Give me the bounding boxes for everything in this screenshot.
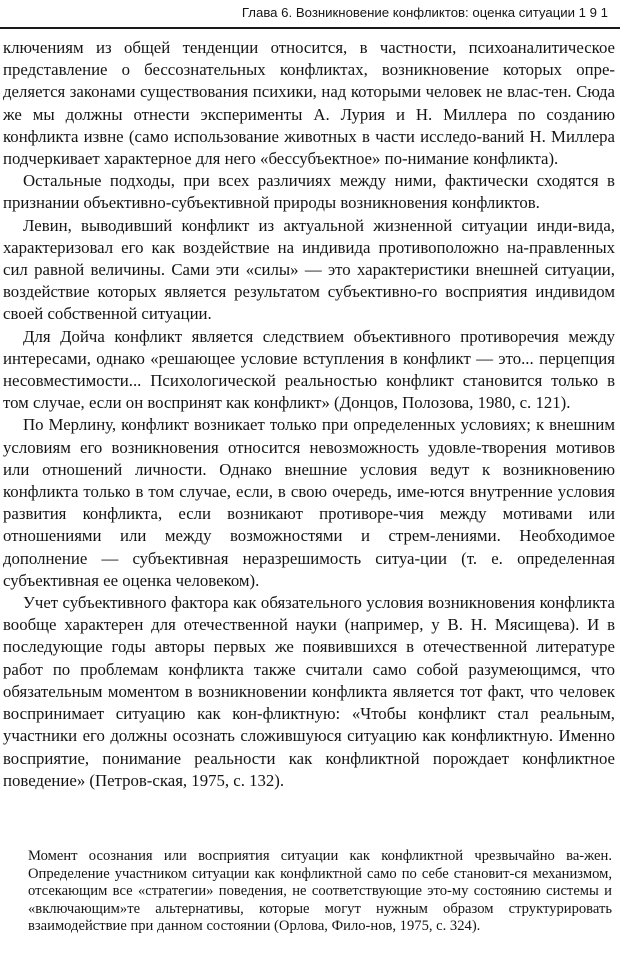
paragraph-4: Для Дойча конфликт является следствием объективного противоречия между интересами, однако «решающее условие вступления в конфликт — это... перцепция несовместимости... Психологической реальностью конфликт становится только в том случае, если он воспринят как конфликт» (Донцов, Полозова, 1980, с. 121). xyxy=(3,326,615,413)
running-head: Глава 6. Возникновение конфликтов: оценка ситуации 1 9 1 xyxy=(241,5,608,20)
paragraph-5: По Мерлину, конфликт возникает только при определенных условиях; к внешним условиям его возникновения относится невозможность удовле-творения мотивов или отношений личности. Однако внешние условия ведут к возникновению конфликта только в том случае, если, в свою очередь, име-ются внутренние условия развития конфликта, если возникают противоре-чия между мотивами или отношениями или между возможностями и стрем-лениями. Необходимое дополнение — субъективная неразрешимость ситуа-ции (т. е. определенная субъективная ее оценка человеком). xyxy=(3,415,615,590)
block-quote-text: Момент осознания или восприятия ситуации как конфликтной чрезвычайно ва-жен. Определение участником ситуации как конфликтной само по себе становит-ся механизмом, отсекающим все «стратегии» поведения, не соответствующие это-му состоянию системы и «включающим»те альтернативы, которые могут нужным образом структурировать взаимодействие при данном состоянии (Орлова, Фило-нов, 1975, с. 324). xyxy=(28,848,612,935)
paragraph-3: Левин, выводивший конфликт из актуальной жизненной ситуации инди-вида, характеризовал его как воздействие на индивида противоположно на-правленных сил равной величины. Сами эти «силы» — это характеристики внешней ситуации, воздействие которых является результатом субъективно-го восприятия индивидом своей собственной ситуации. xyxy=(3,215,615,324)
paragraph-1: ключениям из общей тенденции относится, в частности, психоаналитическое представление о бессознательных конфликтах, возникновение которых опре-деляется законами существования психики, над которыми человек не влас-тен. Сюда же мы должны отнести эксперименты А. Лурия и Н. Миллера по созданию конфликта извне (само использование животных в части исследо-ваний Н. Миллера подчеркивает характерное для него «бессубъектное» по-нимание конфликта). xyxy=(3,38,615,169)
paragraph-6: Учет субъективного фактора как обязательного условия возникновения конфликта вообще характерен для отечественной науки (например, у В. Н. Мясищева). И в последующие годы авторы первых же появившихся в отечественной литературе работ по проблемам конфликта также считали само собой разумеющимся, что обязательным моментом в возникновении конфликта является тот факт, что человек воспринимает ситуацию как кон-фликтную: «Чтобы конфликт стал реальным, участники его должны осознать сложившуюся ситуацию как конфликтную. Именно восприятие, понимание реальности как конфликтной порождает конфликтное поведение» (Петров-ская, 1975, с. 132). xyxy=(3,593,615,790)
paragraph-2: Остальные подходы, при всех различиях между ними, фактически сходятся в признании объективно-субъективной природы возникновения конфликтов. xyxy=(3,171,615,213)
block-quote xyxy=(28,848,612,936)
main-text xyxy=(3,37,615,792)
header-rule xyxy=(0,27,620,29)
